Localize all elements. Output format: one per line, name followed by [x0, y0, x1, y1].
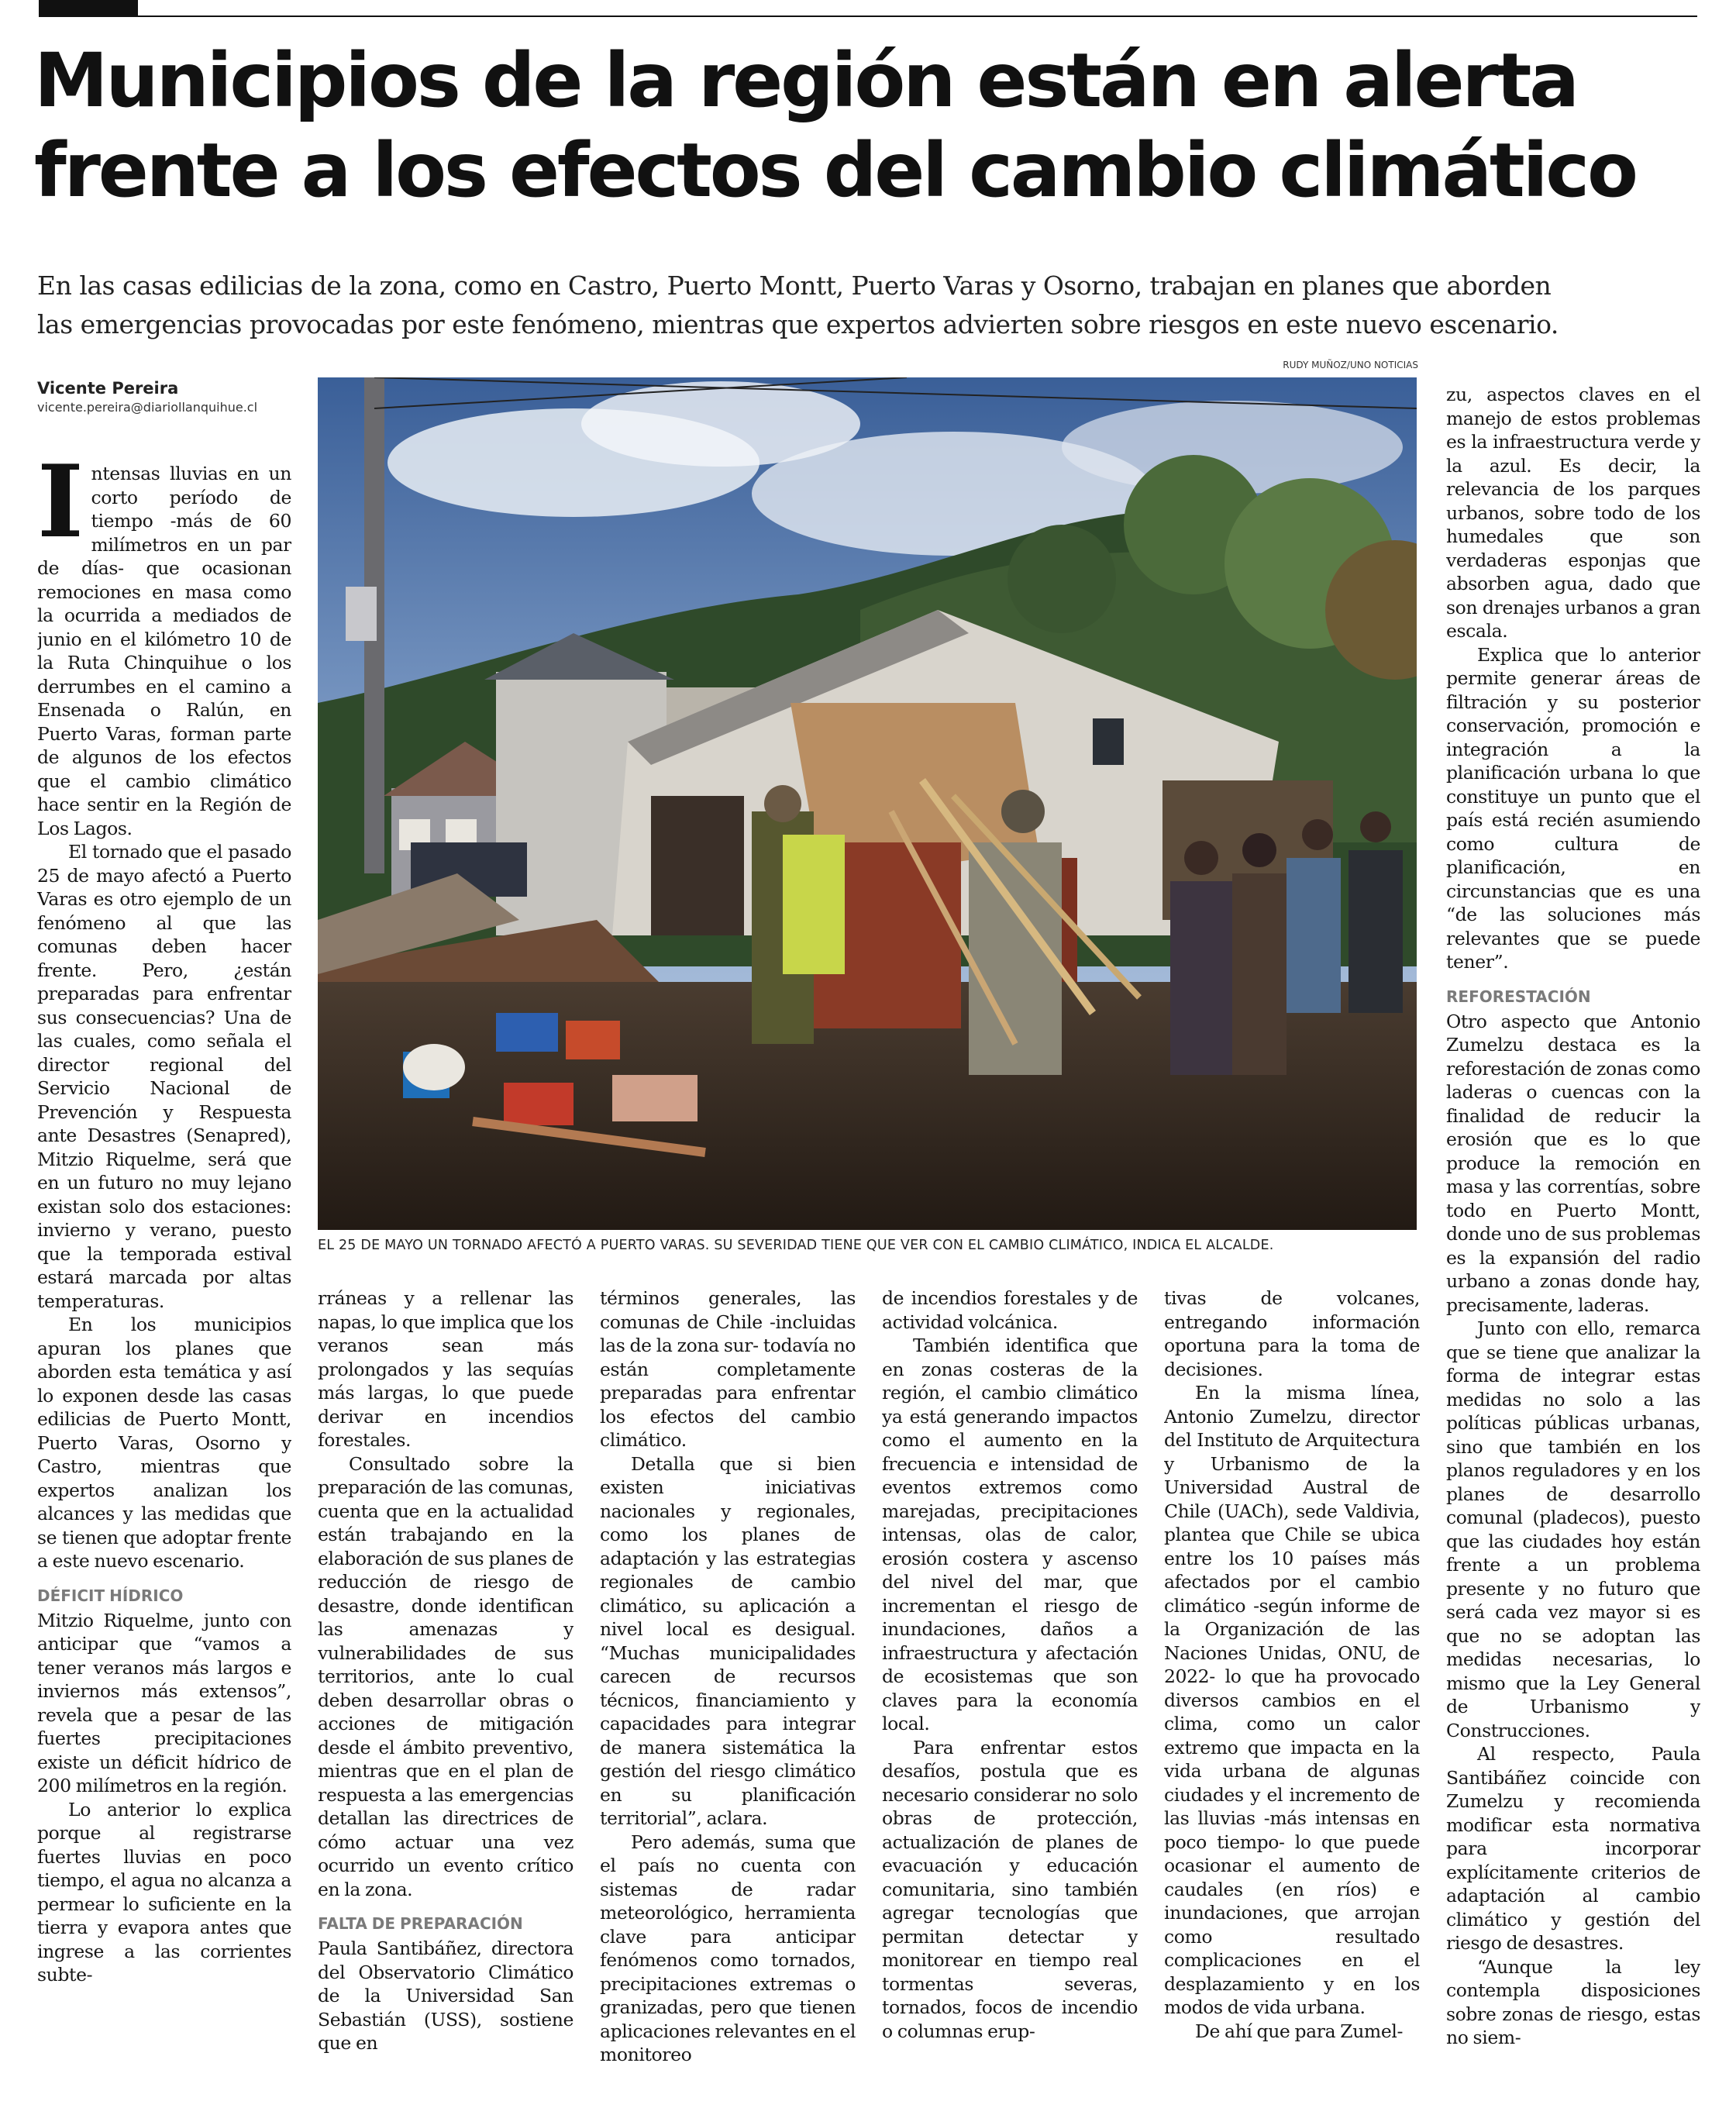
- article-paragraph: Detalla que si bien existen iniciativas nacionales y regionales, como los planes de adaptación y las estrategias regionales de cambio climático, su aplicación a nivel local es desigual. “Muchas municipalidades carecen de recursos técnicos, financiamiento y capacidades para integrar de manera sistemática la gestión del riesgo climático en su planificación territorial”, aclara.: [600, 1452, 856, 1829]
- article-paragraph: De ahí que para Zumel-: [1195, 2020, 1403, 2042]
- article-column-2: [318, 1286, 574, 2100]
- subtitle: [37, 267, 1703, 344]
- article-paragraph: Otro aspecto que Antonio Zumelzu destaca es la reforestación de zonas como laderas o cuencas con la finalidad de reducir la erosión que es lo que produce la remoción en masa y las correntías, sobre todo en Puerto Montt, donde uno de sus problemas es la expansión del radio urbano a zonas donde hay, precisamente, laderas.: [1446, 1010, 1700, 1316]
- article-paragraph: rráneas y a rellenar las napas, lo que implica que los veranos sean más prolongados y las sequías más largas, lo que puede derivar en incendios forestales.: [318, 1287, 574, 1451]
- article-paragraph: “Aunque la ley contempla disposiciones sobre zonas de riesgo, estas no siem-: [1446, 1955, 1700, 2048]
- section-heading: REFORESTACIÓN: [1446, 987, 1591, 1006]
- article-paragraph: El tornado que el pasado 25 de mayo afectó a Puerto Varas es otro ejemplo de un fenómeno al que las comunas deben hacer frente. Pero, ¿están preparadas para enfrentar sus consecuencias? Una de las cuales, como señala el director regional del Servicio Nacional de Prevención y Respuesta ante Desastres (Senapred), Mitzio Riquelme, será que en un futuro no muy lejano existan solo dos estaciones: invierno y verano, puesto que la temporada estival estará marcada por altas temperaturas.: [37, 841, 291, 1312]
- article-paragraph: [37, 462, 291, 840]
- article-paragraph: También identifica que en zonas costeras de la región, el cambio climático ya está generando impactos como el aumento en la frecuencia e intensidad de eventos extremos como marejadas, precipitaciones intensas, olas de calor, erosión costera y ascenso del nivel del mar, que incrementan el riesgo de inundaciones, daños a infraestructura y afectación de ecosistemas que son claves para la economía local.: [882, 1335, 1138, 1734]
- section-tag-block: [39, 0, 138, 17]
- article-paragraph: En la misma línea, Antonio Zumelzu, director del Instituto de Arquitectura y Urbanismo de la Universidad Austral de Chile (UACh), sede Valdivia, plantea que Chile se ubica entre los 10 países más afectados por el cambio climático -según informe de la Organización de las Naciones Unidas, ONU, de 2022- lo que ha provocado diversos cambios en el clima, como un calor extremo que impacta en la vida urbana de algunas ciudades y el incremento de las lluvias -más intensas en poco tiempo- lo que puede ocasionar el aumento de caudales (en ríos) e inundaciones, que arrojan como resultado complicaciones en el desplazamiento y en los modos de vida urbana.: [1164, 1382, 1420, 2018]
- article-column-6: [1446, 383, 1700, 2101]
- article-column-3: [600, 1286, 856, 2100]
- article-paragraph: Mitzio Riquelme, junto con anticipar que “vamos a tener veranos más largos e inviernos más extensos”, revela que a pesar de las fuertes precipitaciones existe un déficit hídrico de 200 milímetros en la región.: [37, 1609, 291, 1796]
- top-rule: [39, 16, 1697, 17]
- byline: [37, 377, 316, 416]
- article-paragraph: Explica que lo anterior permite generar áreas de filtración y su posterior conservación, promoción e integración a la planificación urbana lo que constituye un punto que el país está recién asumiendo como cultura de planificación, en circunstancias que es una “de las soluciones más relevantes que se puede tener”.: [1446, 643, 1700, 973]
- section-heading: DÉFICIT HÍDRICO: [37, 1586, 184, 1605]
- article-paragraph: En los municipios apuran los planes que aborden esta temática y así lo exponen desde las casas edilicias de Puerto Montt, Puerto Varas, Osorno y Castro, mientras que expertos analizan los alcances y las medidas que se tienen que adoptar frente a este nuevo escenario.: [37, 1314, 291, 1572]
- author-email: vicente.pereira@diariollanquihue.cl: [37, 400, 258, 415]
- news-photo: [318, 377, 1417, 1230]
- article-paragraph: términos generales, las comunas de Chile -incluidas las de la zona sur- todavía no están completamente preparadas para enfrentar los efectos del cambio climático.: [600, 1287, 856, 1451]
- article-paragraph: tivas de volcanes, entregando información oportuna para la toma de decisiones.: [1164, 1287, 1420, 1380]
- photo-caption: EL 25 DE MAYO UN TORNADO AFECTÓ A PUERTO VARAS. SU SEVERIDAD TIENE QUE VER CON EL CAMBIO CLIMÁTICO, INDICA EL ALCALDE.: [318, 1238, 1274, 1253]
- article-paragraph: Consultado sobre la preparación de las comunas, cuenta que en la actualidad están trabajando en la elaboración de sus planes de reducción de riesgo de desastre, donde identifican las amenazas y vulnerabilidades de sus territorios, ante lo cual deben desarrollar obras o acciones de mitigación desde el ámbito preventivo, mientras que en el plan de respuesta a las emergencias detallan las directrices de cómo actuar una vez ocurrido un evento crítico en la zona.: [318, 1452, 574, 1900]
- paragraph-text: ntensas lluvias en un corto período de tiempo -más de 60 milímetros en un par de días- que ocasionan remociones en masa como la ocurrida a mediados de junio en el kilómetro 10 de la Ruta Chinquihue o los derrumbes en el camino a Ensenada o Ralún, en Puerto Varas, forman parte de algunos de los efectos que el cambio climático hace sentir en la Región de Los Lagos.: [37, 463, 291, 839]
- photo-credit: RUDY MUÑOZ/UNO NOTICIAS: [1283, 360, 1418, 370]
- drop-cap: I: [37, 462, 84, 560]
- headline: [34, 36, 1708, 215]
- subtitle-line: En las casas edilicias de la zona, como en Castro, Puerto Montt, Puerto Varas y Osorno, trabajan en planes que aborden: [37, 270, 1552, 301]
- article-paragraph: Al respecto, Paula Santibáñez coincide con Zumelzu y recomienda modificar esta normativa para incorporar explícitamente criterios de adaptación al cambio climático y gestión del riesgo de desastres.: [1446, 1743, 1700, 1954]
- article-paragraph: Paula Santibáñez, directora del Observatorio Climático de la Universidad San Sebastián (USS), sostiene que en: [318, 1938, 574, 2054]
- article-column-4: [882, 1286, 1138, 2100]
- article-paragraph: zu, aspectos claves en el manejo de estos problemas es la infraestructura verde y la azul. Es decir, la relevancia de los parques urbanos, sobre todo de los humedales que son verdaderas esponjas que absorben agua, dado que son drenajes urbanos a gran escala.: [1446, 384, 1700, 642]
- article-paragraph: Pero además, suma que el país no cuenta con sistemas de radar meteorológico, herramienta clave para anticipar fenómenos como tornados, precipitaciones extremas o granizadas, pero que tienen aplicaciones relevantes en el monitoreo: [600, 1831, 856, 2065]
- headline-line: frente a los efectos del cambio climático: [34, 127, 1636, 214]
- headline-line: Municipios de la región están en alerta: [34, 37, 1577, 124]
- author-name: Vicente Pereira: [37, 379, 179, 398]
- article-paragraph: Para enfrentar estos desafíos, postula que es necesario considerar no solo obras de protección, actualización de planes de evacuación y educación comunitaria, sino también agregar tecnologías que permitan detectar y monitorear en tiempo real tormentas severas, tornados, focos de incendio o columnas erup-: [882, 1736, 1138, 2042]
- article-column-1: [37, 462, 291, 2101]
- article-column-5: [1164, 1286, 1420, 2100]
- section-heading: FALTA DE PREPARACIÓN: [318, 1914, 523, 1933]
- article-paragraph: Junto con ello, remarca que se tiene que analizar la forma de integrar estas medidas no solo a las políticas públicas urbanas, sino que también en los planos reguladores y en los planes de desarrollo comunal (pladecos), puesto que las ciudades hoy están frente a un problema presente y no futuro que será cada vez mayor si es que no se adoptan las medidas necesarias, lo mismo que la Ley General de Urbanismo y Construcciones.: [1446, 1318, 1700, 1741]
- article-paragraph: Lo anterior lo explica porque al registrarse fuertes lluvias en poco tiempo, el agua no alcanza a permear lo suficiente en la tierra y evapora antes que ingrese a las corrientes subte-: [37, 1798, 291, 1986]
- subtitle-line: las emergencias provocadas por este fenómeno, mientras que expertos advierten sobre riesgos en este nuevo escenario.: [37, 309, 1559, 339]
- article-paragraph: de incendios forestales y de actividad volcánica.: [882, 1287, 1138, 1333]
